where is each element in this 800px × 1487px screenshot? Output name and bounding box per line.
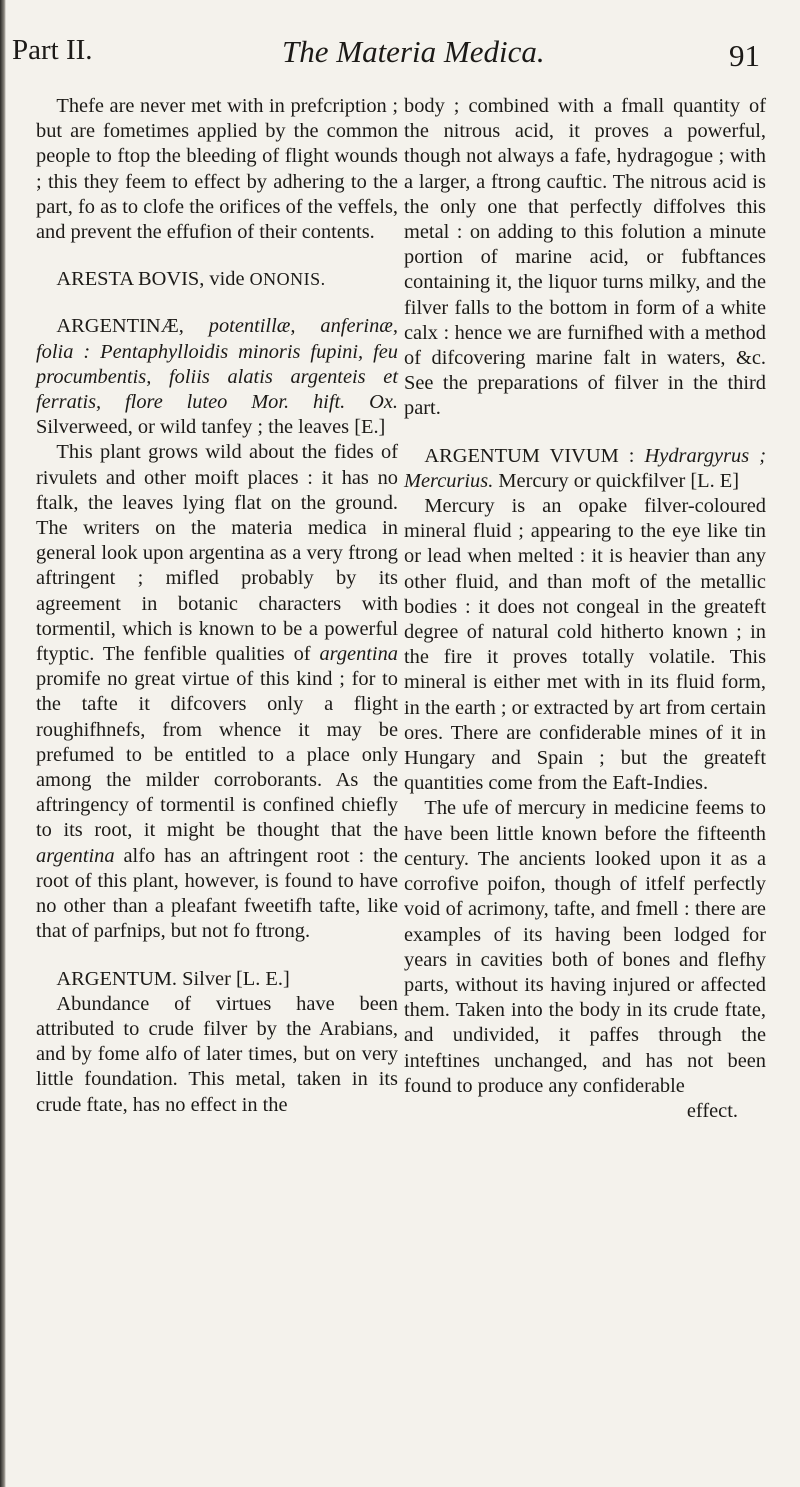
argentina-body-part-3: alfo has an aftringent root : the root of this plant, however, is found to have no other than a pleafant fweetifh tafte, like that of parfnips, but not fo ftrong. [36, 844, 398, 943]
continued-paragraph: body ; combined with a fmall quantity of the nitrous acid, it proves a powerful, though not always a fafe, hydragogue ; with a larger, a ftrong cauftic. The nitrous acid is the only one that perfectly diffolves this metal : on adding to this folution a minute portion of marine acid, or fubftances containing it, the liquor turns milky, and the filver falls to the bottom in form of a white calx : hence we are furnifhed with a method of difcovering marine falt in waters, &c. See the preparations of filver in the third part. [404, 95, 766, 420]
aresta-heading: ARESTA BOVIS, [56, 268, 205, 291]
argentina-common: Silverweed, or wild tanfey ; the leaves [E.] [36, 416, 386, 439]
page-edge-shadow [0, 0, 6, 1487]
argentina-italic-2: argentina [36, 844, 115, 867]
right-column [404, 94, 766, 1124]
catchword: effect. [686, 1099, 738, 1122]
argentum-heading: ARGENTUM. [56, 967, 178, 990]
argentina-italic-1: argentina [319, 643, 398, 666]
vivum-heading: ARGENTUM VIVUM : [424, 444, 635, 467]
argentum-body: Abundance of virtues have been attributed to crude filver by the Arabians, and by fome alfo of later times, but on very little foundation. This metal, taken in its crude ftate, has no effect in the [36, 992, 398, 1116]
running-title: The Materia Medica. [282, 34, 545, 69]
argentina-body [36, 440, 398, 944]
intro-paragraph: Thefe are never met with in prefcription ; but are fometimes applied by the common people to ftop the bleeding of flight wounds ; this they feem to effect by adhering to the part, fo as to clofe the orifices of the veffels, and prevent the effufion of their contents. [36, 95, 398, 244]
argentina-body-part-1: This plant grows wild about the fides of rivulets and other moift places : it has no ftalk, the leaves lying flat on the ground. The writers on the materia medica in general look upon argentina as a very ftrong aftringent ; mifled probably by its agreement in botanic characters with tormentil, which is known to be a powerful ftyptic. The fenfible qualities of [36, 441, 398, 666]
left-column [36, 94, 398, 1118]
aresta-text: vide [209, 268, 245, 291]
argentum-entry-head [36, 967, 398, 992]
aresta-bovis-entry [36, 267, 398, 292]
argentum-vivum-entry-head [404, 444, 766, 494]
part-label: Part II. [12, 34, 93, 66]
page-number: 91 [729, 38, 760, 73]
mercury-use-paragraph: The ufe of mercury in medicine feems to have been little known before the fifteenth century. The ancients looked upon it as a corrofive poifon, though of itfelf perfectly void of acrimony, tafte, and fmell : there are examples of its having been lodged for years in cavities both of bones and flefhy parts, without its having injured or affected them. Taken into the body in its crude ftate, and undivided, it paffes through the inteftines unchanged, and has not been found to produce any confiderable [404, 797, 766, 1097]
argentum-common: Silver [L. E.] [182, 967, 290, 990]
argentina-latin: potentillæ, anferinæ, folia : Pentaphylloidis minoris fupini, feu procumbentis, foliis alatis argenteis et ferratis, flore luteo Mor. hift. Ox. [36, 315, 398, 414]
argentina-heading: ARGENTINÆ, [56, 315, 184, 338]
vivum-latin: Hydrargyrus ; Mercurius. [404, 444, 766, 492]
argentina-entry-head [36, 314, 398, 440]
vivum-common: Mercury or quickfilver [L. E] [498, 469, 740, 492]
running-header [12, 26, 786, 74]
aresta-ref: ONONIS. [249, 269, 326, 290]
argentina-body-part-2: promife no great virtue of this kind ; for to the tafte it difcovers only a flight roughifhnefs, from whence it may be prefumed to be entitled to a place only among the milder corroborants. As the aftringency of tormentil is confined chiefly to its root, it might be thought that the [36, 668, 398, 842]
vivum-body: Mercury is an opake filver-coloured mineral fluid ; appearing to the eye like tin or lead when melted : it is heavier than any other fluid, and than moft of the metallic bodies : it does not congeal in the greateft degree of natural cold hitherto known ; in the fire it proves totally volatile. This mineral is either met with in its fluid form, in the earth ; or extracted by art from certain ores. There are confiderable mines of it in Hungary and Spain ; but the greateft quantities come from the Eaft-Indies. [404, 495, 766, 795]
